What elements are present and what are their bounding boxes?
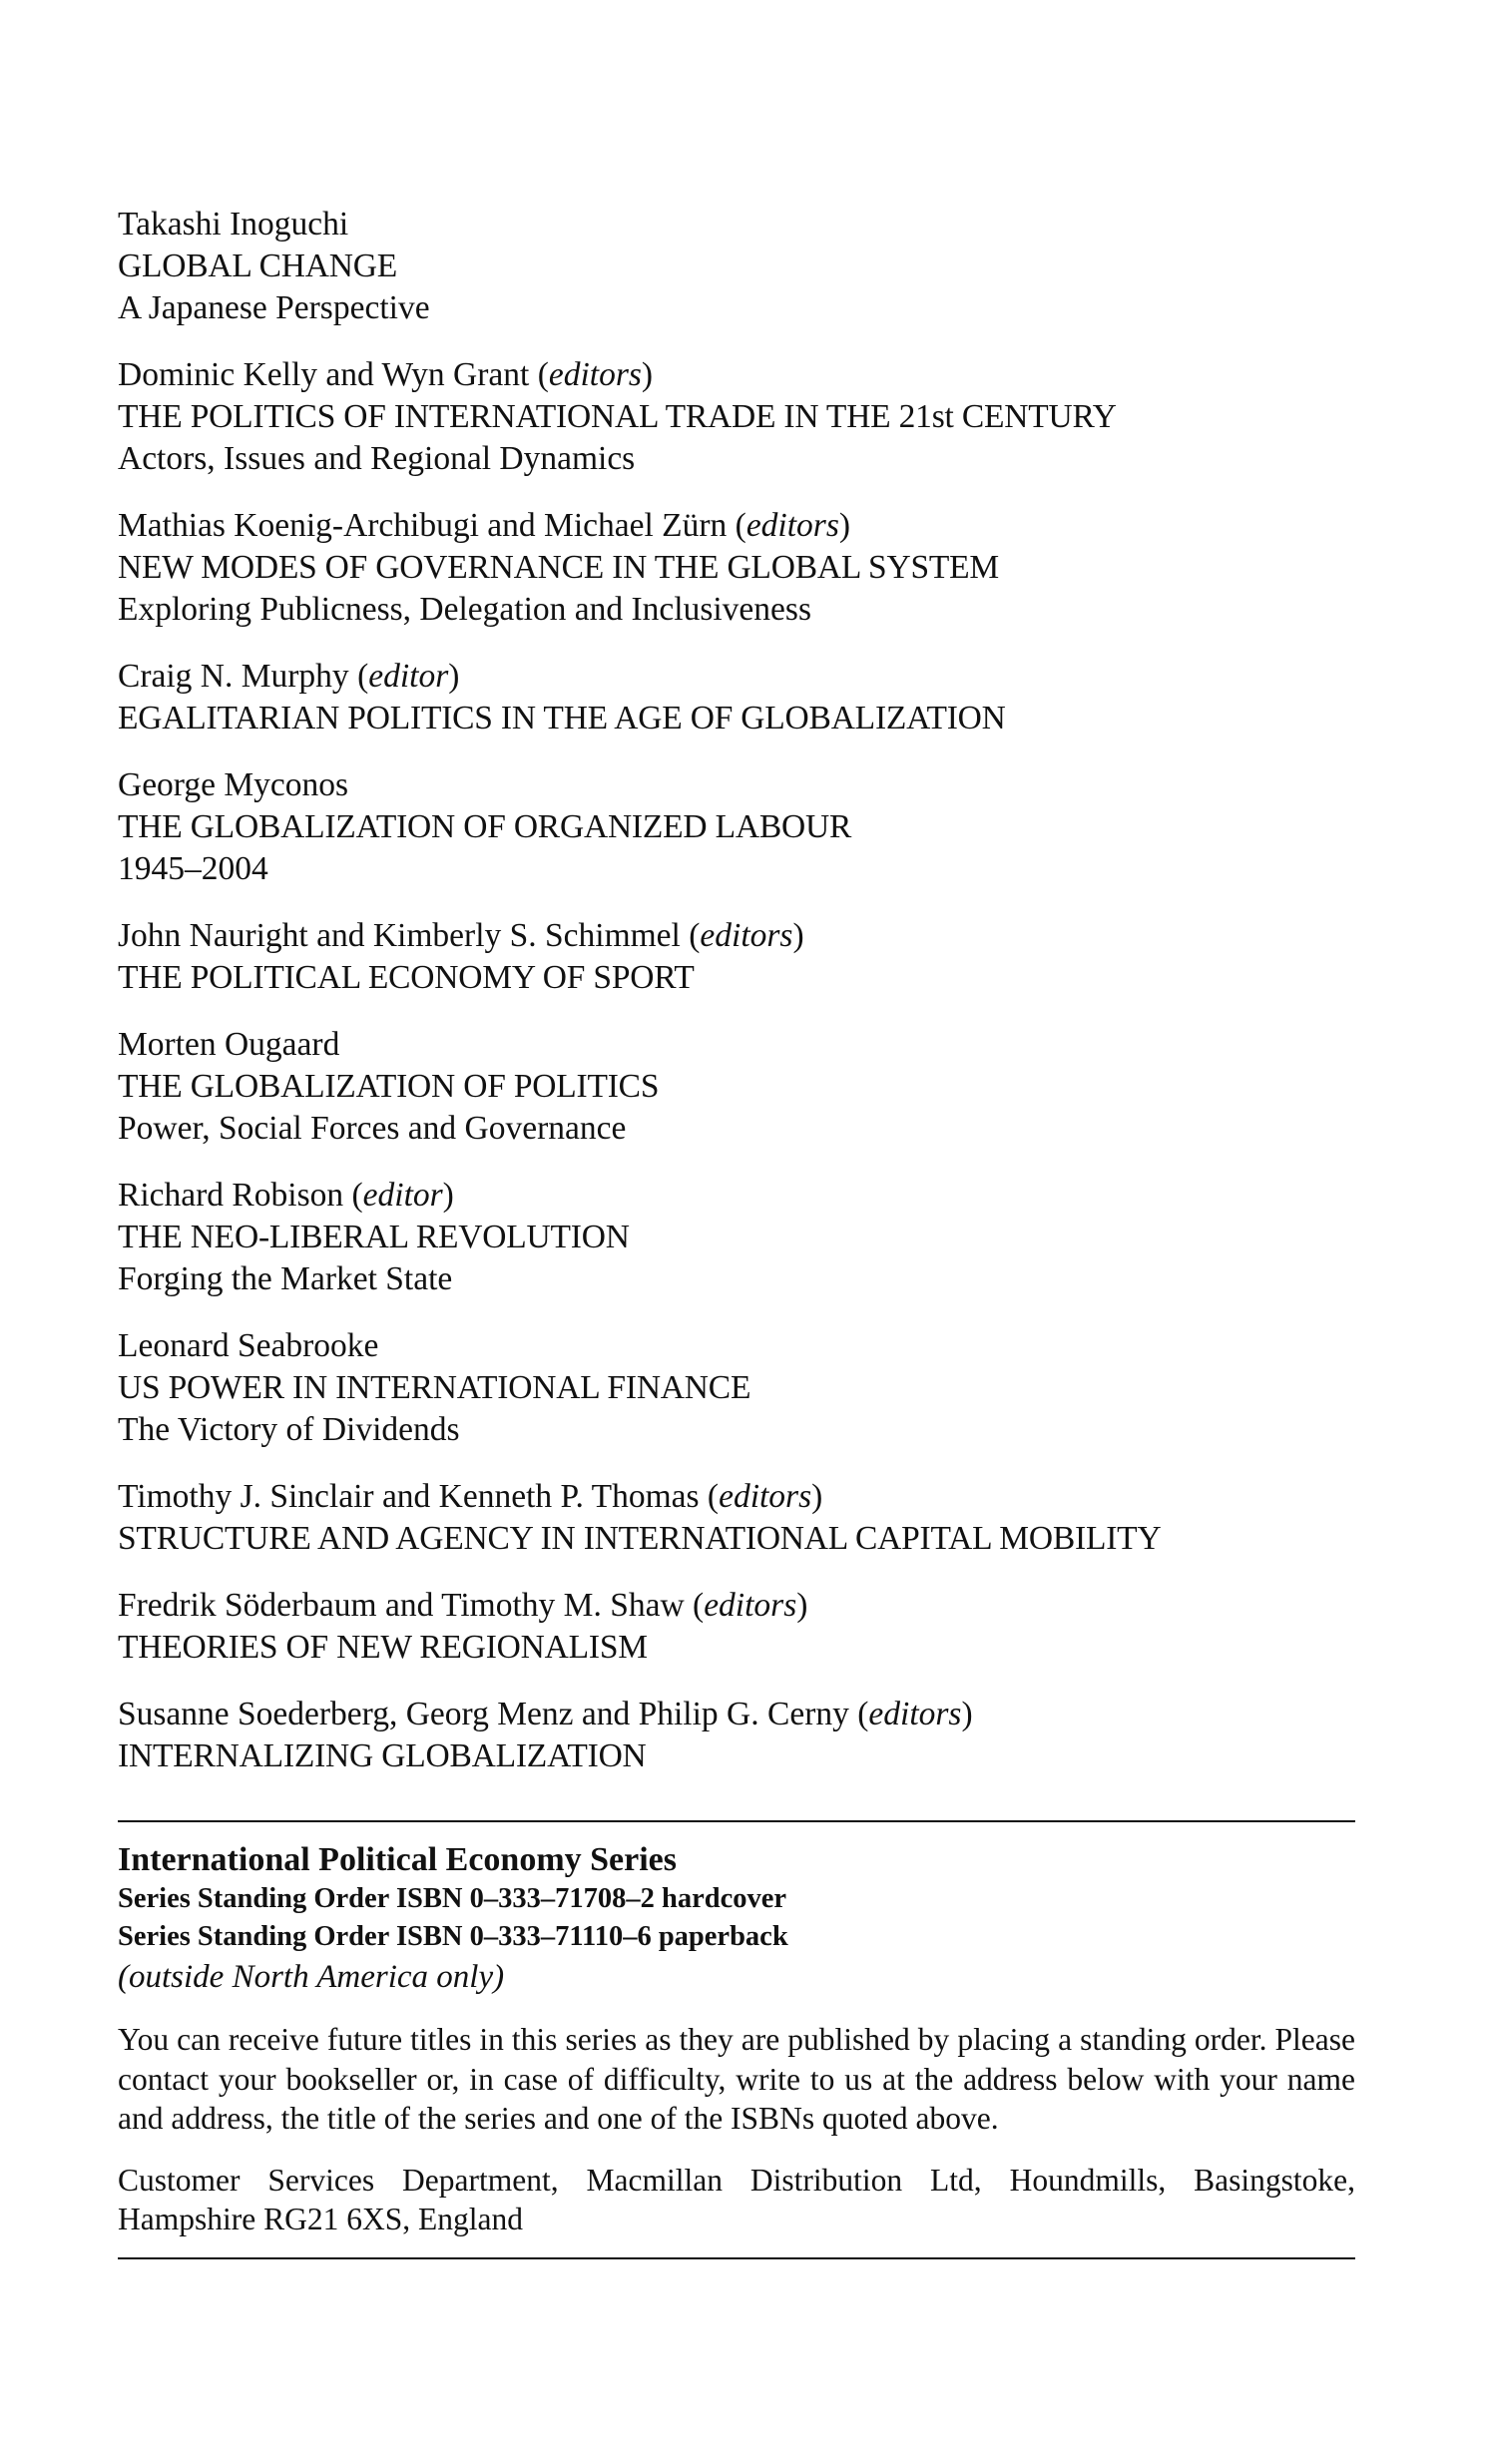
book-subtitle: Exploring Publicness, Delegation and Inclusiveness (118, 591, 811, 628)
book-author: Craig N. Murphy (118, 658, 349, 695)
book-author-line: John Nauright and Kimberly S. Schimmel (editors) (118, 917, 804, 954)
customer-services-address: Customer Services Department, Macmillan Distribution Ltd, Houndmills, Basingstoke, Hampshire RG21 6XS, England (118, 2162, 1355, 2236)
book-author-line: Timothy J. Sinclair and Kenneth P. Thomas (editors) (118, 1478, 823, 1515)
series-name: International Political Economy Series (118, 1841, 678, 1878)
book-author-line: Fredrik Söderbaum and Timothy M. Shaw (editors) (118, 1587, 808, 1624)
book-list (118, 204, 1355, 1802)
book-title: GLOBAL CHANGE (118, 247, 397, 284)
book-author: Mathias Koenig-Archibugi and Michael Zürn (118, 507, 728, 544)
book-author: Fredrik Söderbaum and Timothy M. Shaw (118, 1587, 685, 1624)
series-note: outside North America only (129, 1959, 494, 1995)
book-entry (118, 505, 1355, 631)
book-subtitle: A Japanese Perspective (118, 289, 430, 326)
book-author: Dominic Kelly and Wyn Grant (118, 356, 530, 393)
standing-order-paragraph: You can receive future titles in this series as they are published by placing a standing order. Please contact your bookseller or, in case of difficulty, write to us at the address below with your name and address, the title of the series and one of the ISBNs quoted above. (118, 2022, 1355, 2136)
series-isbn-paperback: Series Standing Order ISBN 0–333–71110–6 paperback (118, 1921, 788, 1952)
book-entry (118, 1476, 1355, 1560)
book-subtitle: 1945–2004 (118, 850, 268, 887)
book-entry (118, 915, 1355, 999)
book-title: EGALITARIAN POLITICS IN THE AGE OF GLOBALIZATION (118, 700, 1006, 737)
book-title: NEW MODES OF GOVERNANCE IN THE GLOBAL SYSTEM (118, 549, 999, 586)
series-note-line: (outside North America only) (118, 1959, 505, 1995)
book-author-line: Dominic Kelly and Wyn Grant (editors) (118, 356, 654, 393)
book-entry (118, 764, 1355, 890)
book-author-line (118, 764, 1355, 806)
book-role: editor (368, 658, 449, 695)
book-entry (118, 1325, 1355, 1451)
book-role: editors (745, 507, 839, 544)
book-author-line: Mathias Koenig-Archibugi and Michael Zürn (editors) (118, 507, 851, 544)
book-entry (118, 1024, 1355, 1150)
book-role: editor (362, 1177, 443, 1214)
book-entry (118, 1175, 1355, 1300)
book-author: Takashi Inoguchi (118, 206, 349, 243)
book-author-line: Craig N. Murphy (editor) (118, 658, 460, 695)
book-author-line: Richard Robison (editor) (118, 1177, 454, 1214)
book-entry (118, 1694, 1355, 1777)
book-author: Susanne Soederberg, Georg Menz and Philip G. Cerny (118, 1696, 849, 1732)
book-author: Richard Robison (118, 1177, 344, 1214)
book-title: INTERNALIZING GLOBALIZATION (118, 1737, 647, 1774)
book-role: editors (700, 917, 793, 954)
book-author-line (118, 1024, 1355, 1066)
book-role: editors (548, 356, 642, 393)
book-subtitle: Power, Social Forces and Governance (118, 1110, 627, 1147)
book-author: George Myconos (118, 766, 349, 803)
book-title: STRUCTURE AND AGENCY IN INTERNATIONAL CAPITAL MOBILITY (118, 1520, 1162, 1557)
series-isbn-hardcover: Series Standing Order ISBN 0–333–71708–2 hardcover (118, 1883, 787, 1914)
book-author-line (118, 1325, 1355, 1367)
book-author: Morten Ougaard (118, 1026, 340, 1063)
book-author-line: Susanne Soederberg, Georg Menz and Philip G. Cerny (editors) (118, 1696, 973, 1732)
book-subtitle: Actors, Issues and Regional Dynamics (118, 440, 636, 477)
book-title: THE NEO-LIBERAL REVOLUTION (118, 1219, 630, 1255)
series-info-box (118, 1820, 1355, 2259)
book-title: THE GLOBALIZATION OF ORGANIZED LABOUR (118, 808, 852, 845)
book-entry (118, 354, 1355, 480)
book-role: editors (704, 1587, 797, 1624)
book-title: THE GLOBALIZATION OF POLITICS (118, 1068, 660, 1105)
book-title: US POWER IN INTERNATIONAL FINANCE (118, 1369, 751, 1406)
book-role: editors (868, 1696, 962, 1732)
book-author: Timothy J. Sinclair and Kenneth P. Thomas (118, 1478, 700, 1515)
book-title: THEORIES OF NEW REGIONALISM (118, 1629, 648, 1666)
book-author: John Nauright and Kimberly S. Schimmel (118, 917, 681, 954)
book-entry (118, 204, 1355, 329)
book-author-line (118, 204, 1355, 246)
book-author: Leonard Seabrooke (118, 1327, 379, 1364)
book-entry (118, 656, 1355, 739)
book-subtitle: Forging the Market State (118, 1260, 453, 1297)
book-title: THE POLITICAL ECONOMY OF SPORT (118, 959, 695, 996)
book-entry (118, 1585, 1355, 1669)
book-subtitle: The Victory of Dividends (118, 1411, 460, 1448)
book-role: editors (719, 1478, 812, 1515)
book-title: THE POLITICS OF INTERNATIONAL TRADE IN THE 21st CENTURY (118, 398, 1117, 435)
